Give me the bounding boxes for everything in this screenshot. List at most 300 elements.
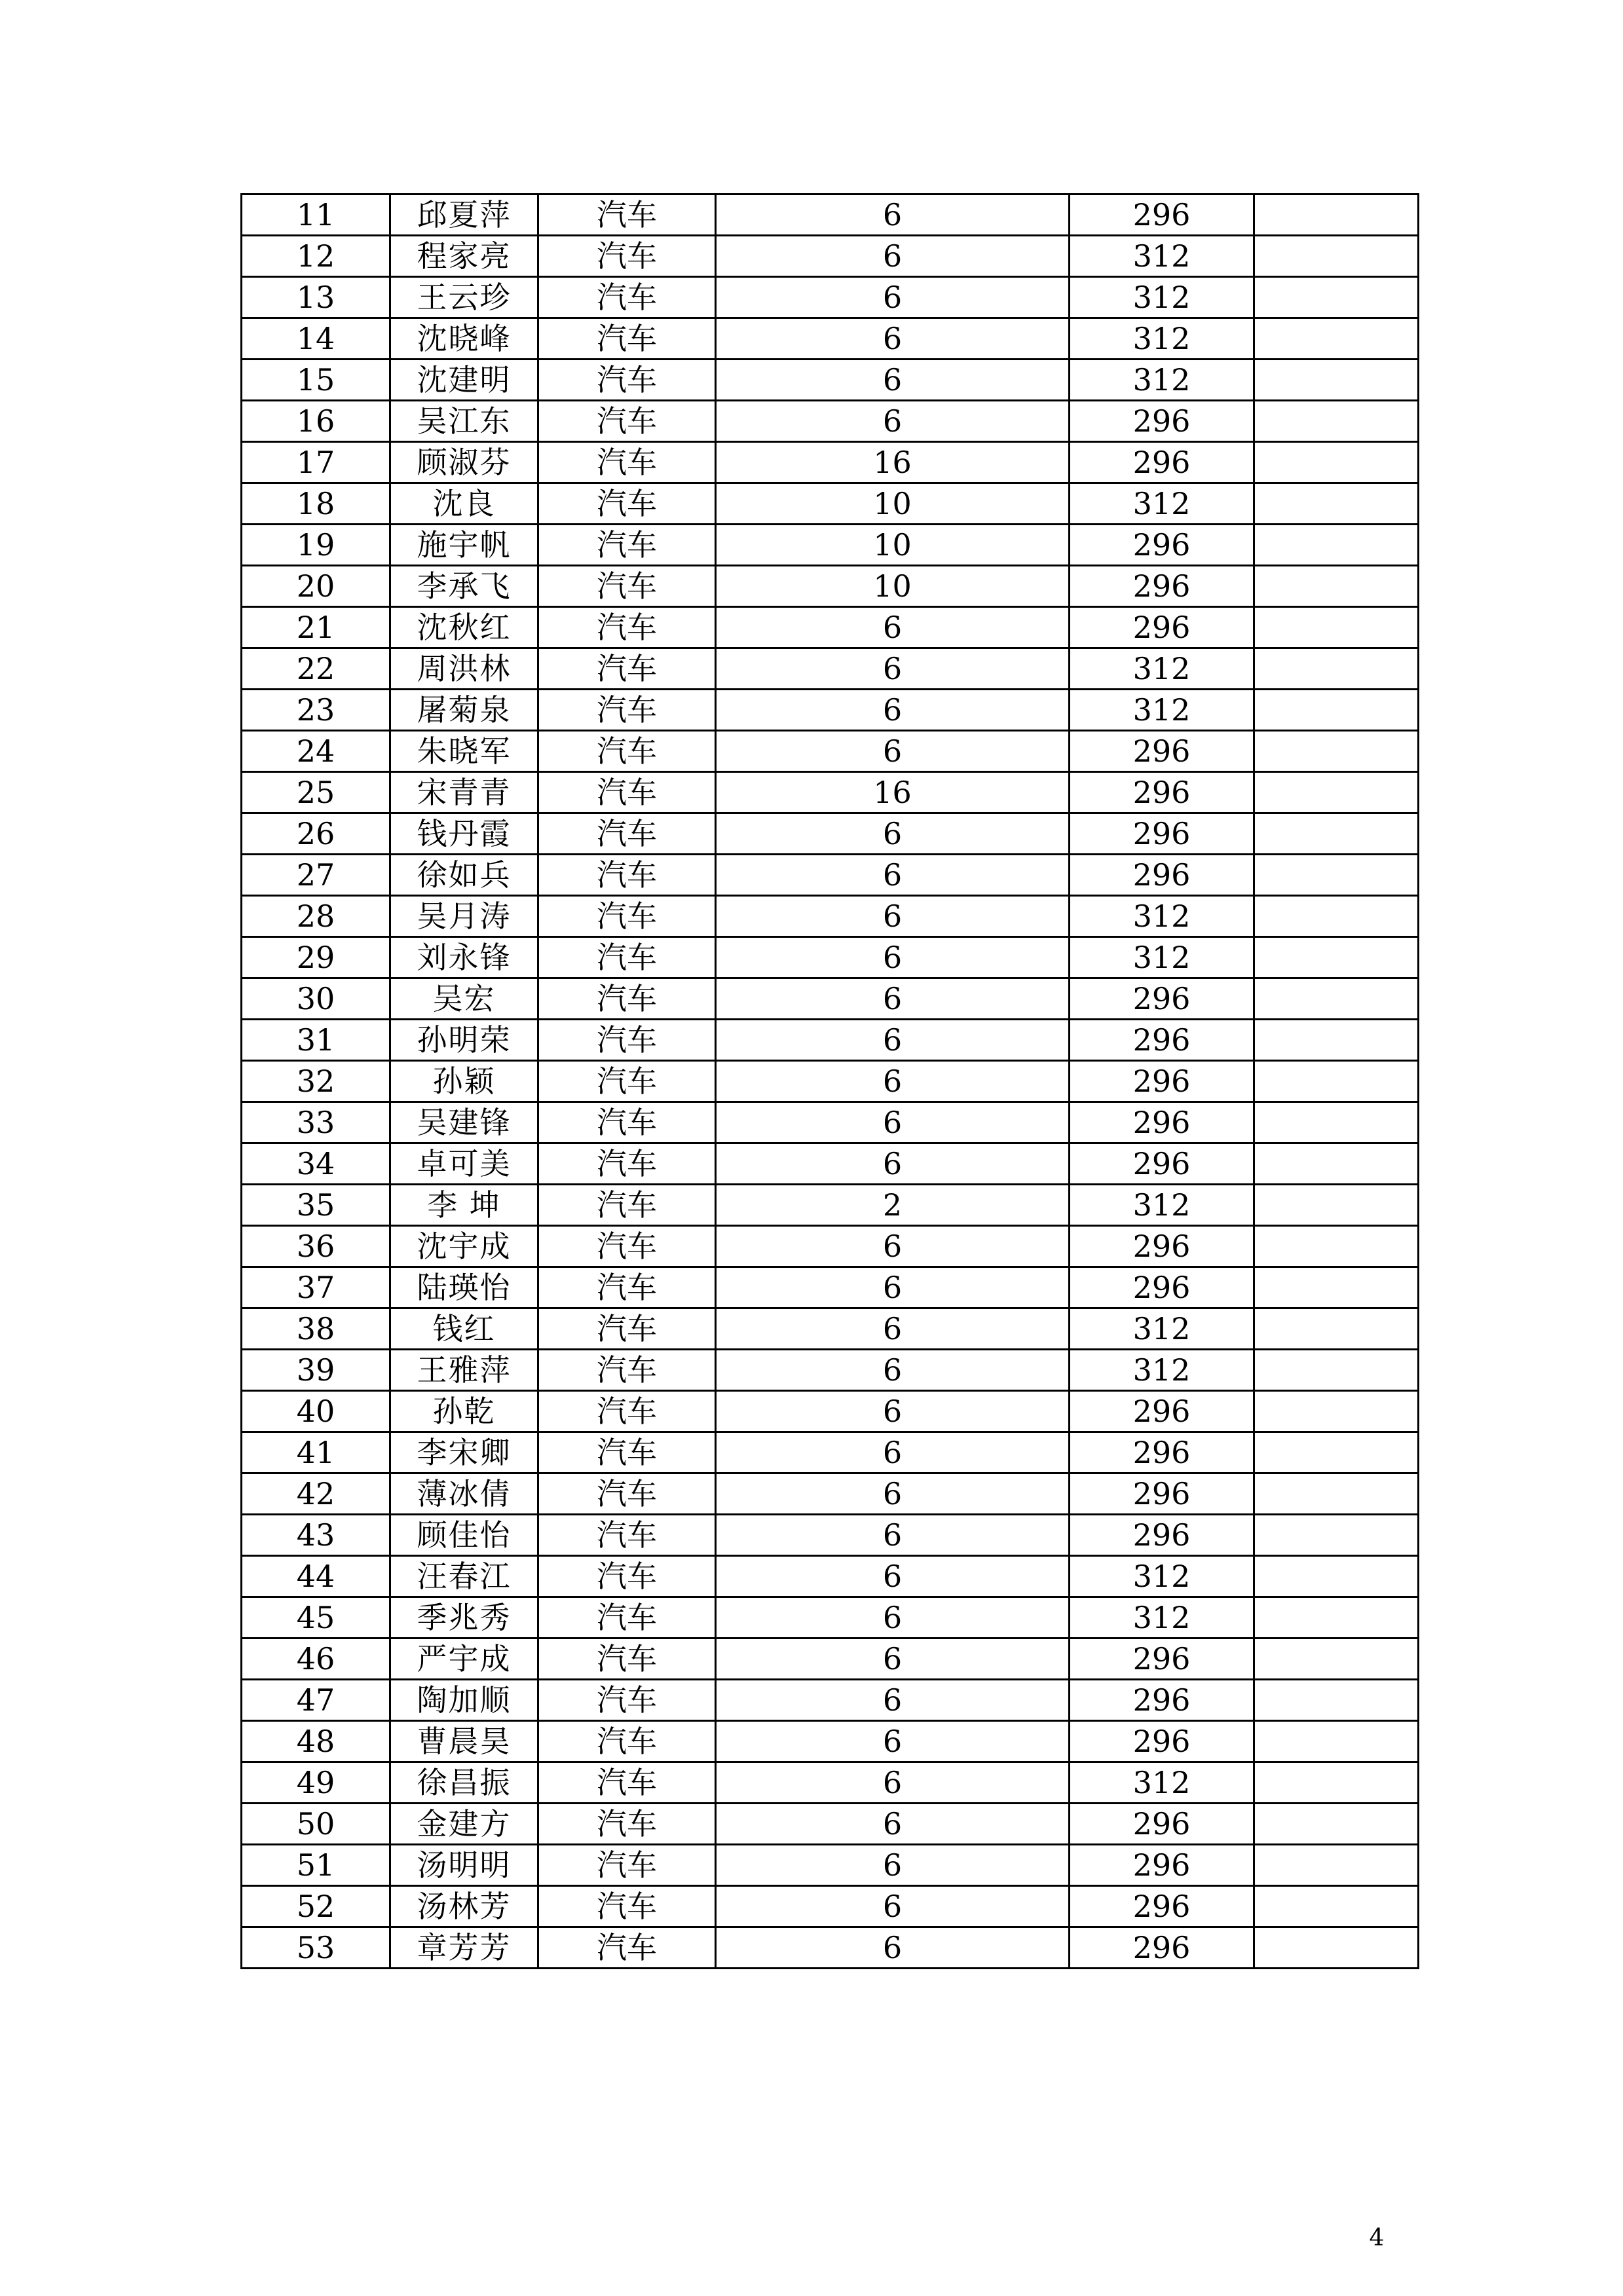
score-cell: 296 — [1070, 1432, 1254, 1473]
table-row — [242, 1061, 1419, 1102]
name-cell: 金建方 — [390, 1804, 538, 1845]
note-cell — [1254, 442, 1419, 483]
score-cell: 312 — [1070, 318, 1254, 360]
note-cell — [1254, 401, 1419, 442]
row-number-cell: 43 — [242, 1515, 390, 1556]
row-number-cell: 29 — [242, 937, 390, 978]
name-cell: 沈宇成 — [390, 1226, 538, 1267]
score-cell: 312 — [1070, 1308, 1254, 1350]
name-cell: 薄冰倩 — [390, 1473, 538, 1515]
count-cell: 6 — [716, 236, 1070, 277]
vehicle-type-cell: 汽车 — [538, 1845, 716, 1886]
note-cell — [1254, 483, 1419, 525]
score-cell: 296 — [1070, 1473, 1254, 1515]
count-cell: 6 — [716, 318, 1070, 360]
row-number-cell: 24 — [242, 731, 390, 772]
count-cell: 6 — [716, 1639, 1070, 1680]
name-cell: 朱晓军 — [390, 731, 538, 772]
row-number-cell: 20 — [242, 566, 390, 607]
vehicle-type-cell: 汽车 — [538, 1804, 716, 1845]
row-number-cell: 22 — [242, 648, 390, 690]
vehicle-type-cell: 汽车 — [538, 1226, 716, 1267]
name-cell: 顾佳怡 — [390, 1515, 538, 1556]
vehicle-type-cell: 汽车 — [538, 1350, 716, 1391]
name-cell: 吴建锋 — [390, 1102, 538, 1143]
score-cell: 296 — [1070, 1515, 1254, 1556]
table-row — [242, 318, 1419, 360]
row-number-cell: 53 — [242, 1927, 390, 1969]
vehicle-type-cell: 汽车 — [538, 401, 716, 442]
vehicle-type-cell: 汽车 — [538, 1515, 716, 1556]
note-cell — [1254, 813, 1419, 855]
table-row — [242, 978, 1419, 1020]
row-number-cell: 44 — [242, 1556, 390, 1597]
table-row — [242, 1185, 1419, 1226]
count-cell: 6 — [716, 1350, 1070, 1391]
score-cell: 312 — [1070, 896, 1254, 937]
table-row — [242, 813, 1419, 855]
vehicle-type-cell: 汽车 — [538, 731, 716, 772]
score-cell: 312 — [1070, 1350, 1254, 1391]
row-number-cell: 37 — [242, 1267, 390, 1308]
vehicle-type-cell: 汽车 — [538, 896, 716, 937]
name-cell: 李承飞 — [390, 566, 538, 607]
name-cell: 沈秋红 — [390, 607, 538, 648]
note-cell — [1254, 1102, 1419, 1143]
name-cell: 严宇成 — [390, 1639, 538, 1680]
count-cell: 6 — [716, 813, 1070, 855]
score-cell: 312 — [1070, 236, 1254, 277]
score-cell: 296 — [1070, 1143, 1254, 1185]
row-number-cell: 33 — [242, 1102, 390, 1143]
score-cell: 296 — [1070, 1102, 1254, 1143]
name-cell: 李宋卿 — [390, 1432, 538, 1473]
score-cell: 296 — [1070, 1267, 1254, 1308]
roster-table — [240, 193, 1419, 1969]
name-cell: 徐如兵 — [390, 855, 538, 896]
count-cell: 6 — [716, 1845, 1070, 1886]
count-cell: 6 — [716, 1143, 1070, 1185]
score-cell: 312 — [1070, 690, 1254, 731]
score-cell: 296 — [1070, 1020, 1254, 1061]
name-cell: 孙乾 — [390, 1391, 538, 1432]
table-row — [242, 1143, 1419, 1185]
count-cell: 10 — [716, 566, 1070, 607]
page-number: 4 — [1369, 2225, 1385, 2251]
table-row — [242, 896, 1419, 937]
table-row — [242, 1804, 1419, 1845]
count-cell: 6 — [716, 1804, 1070, 1845]
table-row — [242, 731, 1419, 772]
name-cell: 顾淑芬 — [390, 442, 538, 483]
name-cell: 季兆秀 — [390, 1597, 538, 1639]
count-cell: 6 — [716, 1556, 1070, 1597]
count-cell: 6 — [716, 1020, 1070, 1061]
vehicle-type-cell: 汽车 — [538, 1267, 716, 1308]
name-cell: 程家亮 — [390, 236, 538, 277]
note-cell — [1254, 1804, 1419, 1845]
table-row — [242, 1597, 1419, 1639]
score-cell: 312 — [1070, 277, 1254, 318]
table-row — [242, 1473, 1419, 1515]
note-cell — [1254, 1308, 1419, 1350]
name-cell: 钱红 — [390, 1308, 538, 1350]
note-cell — [1254, 1350, 1419, 1391]
score-cell: 296 — [1070, 978, 1254, 1020]
vehicle-type-cell: 汽车 — [538, 813, 716, 855]
vehicle-type-cell: 汽车 — [538, 648, 716, 690]
note-cell — [1254, 1267, 1419, 1308]
score-cell: 296 — [1070, 813, 1254, 855]
note-cell — [1254, 1597, 1419, 1639]
vehicle-type-cell: 汽车 — [538, 318, 716, 360]
vehicle-type-cell: 汽车 — [538, 236, 716, 277]
count-cell: 6 — [716, 1267, 1070, 1308]
score-cell: 296 — [1070, 1927, 1254, 1969]
vehicle-type-cell: 汽车 — [538, 1473, 716, 1515]
name-cell: 陶加顺 — [390, 1680, 538, 1721]
note-cell — [1254, 648, 1419, 690]
note-cell — [1254, 937, 1419, 978]
row-number-cell: 15 — [242, 360, 390, 401]
name-cell: 周洪林 — [390, 648, 538, 690]
row-number-cell: 11 — [242, 194, 390, 236]
note-cell — [1254, 978, 1419, 1020]
score-cell: 312 — [1070, 360, 1254, 401]
name-cell: 吴江东 — [390, 401, 538, 442]
name-cell: 孙明荣 — [390, 1020, 538, 1061]
count-cell: 6 — [716, 1061, 1070, 1102]
vehicle-type-cell: 汽车 — [538, 690, 716, 731]
name-cell: 施宇帆 — [390, 525, 538, 566]
name-cell: 王云珍 — [390, 277, 538, 318]
note-cell — [1254, 1020, 1419, 1061]
score-cell: 296 — [1070, 1061, 1254, 1102]
score-cell: 296 — [1070, 1391, 1254, 1432]
row-number-cell: 39 — [242, 1350, 390, 1391]
score-cell: 312 — [1070, 648, 1254, 690]
table-row — [242, 1267, 1419, 1308]
row-number-cell: 45 — [242, 1597, 390, 1639]
count-cell: 6 — [716, 978, 1070, 1020]
table-row — [242, 1639, 1419, 1680]
count-cell: 6 — [716, 1515, 1070, 1556]
note-cell — [1254, 1762, 1419, 1804]
name-cell: 陆瑛怡 — [390, 1267, 538, 1308]
vehicle-type-cell: 汽车 — [538, 772, 716, 813]
count-cell: 6 — [716, 1102, 1070, 1143]
table-row — [242, 1308, 1419, 1350]
note-cell — [1254, 566, 1419, 607]
vehicle-type-cell: 汽车 — [538, 1927, 716, 1969]
vehicle-type-cell: 汽车 — [538, 1762, 716, 1804]
count-cell: 16 — [716, 442, 1070, 483]
vehicle-type-cell: 汽车 — [538, 1143, 716, 1185]
note-cell — [1254, 607, 1419, 648]
note-cell — [1254, 1473, 1419, 1515]
note-cell — [1254, 1226, 1419, 1267]
name-cell: 刘永锋 — [390, 937, 538, 978]
score-cell: 296 — [1070, 1845, 1254, 1886]
note-cell — [1254, 1845, 1419, 1886]
note-cell — [1254, 1721, 1419, 1762]
row-number-cell: 17 — [242, 442, 390, 483]
name-cell: 李 坤 — [390, 1185, 538, 1226]
row-number-cell: 42 — [242, 1473, 390, 1515]
table-row — [242, 855, 1419, 896]
vehicle-type-cell: 汽车 — [538, 483, 716, 525]
name-cell: 孙颖 — [390, 1061, 538, 1102]
row-number-cell: 31 — [242, 1020, 390, 1061]
row-number-cell: 50 — [242, 1804, 390, 1845]
row-number-cell: 40 — [242, 1391, 390, 1432]
note-cell — [1254, 1391, 1419, 1432]
row-number-cell: 38 — [242, 1308, 390, 1350]
row-number-cell: 41 — [242, 1432, 390, 1473]
count-cell: 6 — [716, 1432, 1070, 1473]
note-cell — [1254, 318, 1419, 360]
table-row — [242, 772, 1419, 813]
count-cell: 6 — [716, 896, 1070, 937]
vehicle-type-cell: 汽车 — [538, 978, 716, 1020]
vehicle-type-cell: 汽车 — [538, 1308, 716, 1350]
row-number-cell: 30 — [242, 978, 390, 1020]
table-row — [242, 566, 1419, 607]
count-cell: 6 — [716, 690, 1070, 731]
row-number-cell: 52 — [242, 1886, 390, 1927]
row-number-cell: 35 — [242, 1185, 390, 1226]
score-cell: 296 — [1070, 1721, 1254, 1762]
table-row — [242, 1721, 1419, 1762]
note-cell — [1254, 1143, 1419, 1185]
note-cell — [1254, 360, 1419, 401]
row-number-cell: 27 — [242, 855, 390, 896]
table-row — [242, 1391, 1419, 1432]
row-number-cell: 25 — [242, 772, 390, 813]
name-cell: 吴月涛 — [390, 896, 538, 937]
note-cell — [1254, 855, 1419, 896]
table-row — [242, 1845, 1419, 1886]
count-cell: 6 — [716, 1308, 1070, 1350]
vehicle-type-cell: 汽车 — [538, 1185, 716, 1226]
roster-table-body — [242, 194, 1419, 1969]
count-cell: 10 — [716, 483, 1070, 525]
table-row — [242, 1927, 1419, 1969]
name-cell: 章芳芳 — [390, 1927, 538, 1969]
score-cell: 312 — [1070, 1762, 1254, 1804]
table-row — [242, 360, 1419, 401]
name-cell: 沈建明 — [390, 360, 538, 401]
note-cell — [1254, 525, 1419, 566]
score-cell: 296 — [1070, 1639, 1254, 1680]
row-number-cell: 19 — [242, 525, 390, 566]
row-number-cell: 18 — [242, 483, 390, 525]
name-cell: 宋青青 — [390, 772, 538, 813]
vehicle-type-cell: 汽车 — [538, 1061, 716, 1102]
row-number-cell: 13 — [242, 277, 390, 318]
name-cell: 吴宏 — [390, 978, 538, 1020]
vehicle-type-cell: 汽车 — [538, 937, 716, 978]
table-row — [242, 483, 1419, 525]
row-number-cell: 51 — [242, 1845, 390, 1886]
name-cell: 徐昌振 — [390, 1762, 538, 1804]
count-cell: 2 — [716, 1185, 1070, 1226]
vehicle-type-cell: 汽车 — [538, 566, 716, 607]
note-cell — [1254, 731, 1419, 772]
score-cell: 296 — [1070, 1226, 1254, 1267]
note-cell — [1254, 1515, 1419, 1556]
note-cell — [1254, 194, 1419, 236]
table-row — [242, 1680, 1419, 1721]
name-cell: 王雅萍 — [390, 1350, 538, 1391]
score-cell: 296 — [1070, 566, 1254, 607]
name-cell: 曹晨昊 — [390, 1721, 538, 1762]
note-cell — [1254, 277, 1419, 318]
table-row — [242, 236, 1419, 277]
count-cell: 6 — [716, 731, 1070, 772]
table-row — [242, 194, 1419, 236]
score-cell: 312 — [1070, 483, 1254, 525]
note-cell — [1254, 1680, 1419, 1721]
score-cell: 296 — [1070, 1680, 1254, 1721]
vehicle-type-cell: 汽车 — [538, 855, 716, 896]
table-row — [242, 525, 1419, 566]
row-number-cell: 28 — [242, 896, 390, 937]
count-cell: 10 — [716, 525, 1070, 566]
note-cell — [1254, 1185, 1419, 1226]
table-row — [242, 607, 1419, 648]
table-row — [242, 1350, 1419, 1391]
name-cell: 汤明明 — [390, 1845, 538, 1886]
row-number-cell: 23 — [242, 690, 390, 731]
count-cell: 6 — [716, 648, 1070, 690]
count-cell: 6 — [716, 607, 1070, 648]
score-cell: 312 — [1070, 1597, 1254, 1639]
row-number-cell: 46 — [242, 1639, 390, 1680]
note-cell — [1254, 772, 1419, 813]
row-number-cell: 48 — [242, 1721, 390, 1762]
name-cell: 汤林芳 — [390, 1886, 538, 1927]
table-row — [242, 1432, 1419, 1473]
count-cell: 6 — [716, 401, 1070, 442]
vehicle-type-cell: 汽车 — [538, 525, 716, 566]
row-number-cell: 21 — [242, 607, 390, 648]
vehicle-type-cell: 汽车 — [538, 1391, 716, 1432]
score-cell: 296 — [1070, 194, 1254, 236]
note-cell — [1254, 896, 1419, 937]
score-cell: 312 — [1070, 1556, 1254, 1597]
table-row — [242, 690, 1419, 731]
count-cell: 6 — [716, 1473, 1070, 1515]
table-row — [242, 1886, 1419, 1927]
name-cell: 屠菊泉 — [390, 690, 538, 731]
name-cell: 沈晓峰 — [390, 318, 538, 360]
count-cell: 16 — [716, 772, 1070, 813]
table-row — [242, 277, 1419, 318]
note-cell — [1254, 1061, 1419, 1102]
table-row — [242, 1020, 1419, 1061]
note-cell — [1254, 1927, 1419, 1969]
name-cell: 卓可美 — [390, 1143, 538, 1185]
count-cell: 6 — [716, 937, 1070, 978]
count-cell: 6 — [716, 1680, 1070, 1721]
table-row — [242, 1556, 1419, 1597]
row-number-cell: 32 — [242, 1061, 390, 1102]
score-cell: 296 — [1070, 855, 1254, 896]
note-cell — [1254, 690, 1419, 731]
score-cell: 296 — [1070, 1886, 1254, 1927]
vehicle-type-cell: 汽车 — [538, 607, 716, 648]
row-number-cell: 16 — [242, 401, 390, 442]
score-cell: 296 — [1070, 731, 1254, 772]
note-cell — [1254, 1886, 1419, 1927]
table-row — [242, 937, 1419, 978]
vehicle-type-cell: 汽车 — [538, 1639, 716, 1680]
name-cell: 汪春江 — [390, 1556, 538, 1597]
score-cell: 296 — [1070, 525, 1254, 566]
vehicle-type-cell: 汽车 — [538, 1680, 716, 1721]
vehicle-type-cell: 汽车 — [538, 1020, 716, 1061]
count-cell: 6 — [716, 1597, 1070, 1639]
count-cell: 6 — [716, 1886, 1070, 1927]
table-row — [242, 1226, 1419, 1267]
row-number-cell: 26 — [242, 813, 390, 855]
vehicle-type-cell: 汽车 — [538, 1886, 716, 1927]
count-cell: 6 — [716, 855, 1070, 896]
vehicle-type-cell: 汽车 — [538, 1556, 716, 1597]
score-cell: 296 — [1070, 401, 1254, 442]
count-cell: 6 — [716, 1226, 1070, 1267]
score-cell: 312 — [1070, 1185, 1254, 1226]
vehicle-type-cell: 汽车 — [538, 194, 716, 236]
row-number-cell: 36 — [242, 1226, 390, 1267]
count-cell: 6 — [716, 1927, 1070, 1969]
vehicle-type-cell: 汽车 — [538, 1432, 716, 1473]
vehicle-type-cell: 汽车 — [538, 360, 716, 401]
row-number-cell: 14 — [242, 318, 390, 360]
name-cell: 邱夏萍 — [390, 194, 538, 236]
vehicle-type-cell: 汽车 — [538, 277, 716, 318]
table-row — [242, 401, 1419, 442]
score-cell: 296 — [1070, 442, 1254, 483]
table-row — [242, 1102, 1419, 1143]
count-cell: 6 — [716, 277, 1070, 318]
note-cell — [1254, 1639, 1419, 1680]
vehicle-type-cell: 汽车 — [538, 442, 716, 483]
vehicle-type-cell: 汽车 — [538, 1597, 716, 1639]
table-row — [242, 1762, 1419, 1804]
score-cell: 296 — [1070, 607, 1254, 648]
note-cell — [1254, 1432, 1419, 1473]
vehicle-type-cell: 汽车 — [538, 1102, 716, 1143]
count-cell: 6 — [716, 360, 1070, 401]
note-cell — [1254, 1556, 1419, 1597]
score-cell: 296 — [1070, 772, 1254, 813]
score-cell: 312 — [1070, 937, 1254, 978]
table-row — [242, 442, 1419, 483]
row-number-cell: 47 — [242, 1680, 390, 1721]
vehicle-type-cell: 汽车 — [538, 1721, 716, 1762]
row-number-cell: 49 — [242, 1762, 390, 1804]
note-cell — [1254, 236, 1419, 277]
count-cell: 6 — [716, 1762, 1070, 1804]
count-cell: 6 — [716, 1391, 1070, 1432]
name-cell: 钱丹霞 — [390, 813, 538, 855]
table-row — [242, 1515, 1419, 1556]
name-cell: 沈良 — [390, 483, 538, 525]
table-row — [242, 648, 1419, 690]
count-cell: 6 — [716, 1721, 1070, 1762]
